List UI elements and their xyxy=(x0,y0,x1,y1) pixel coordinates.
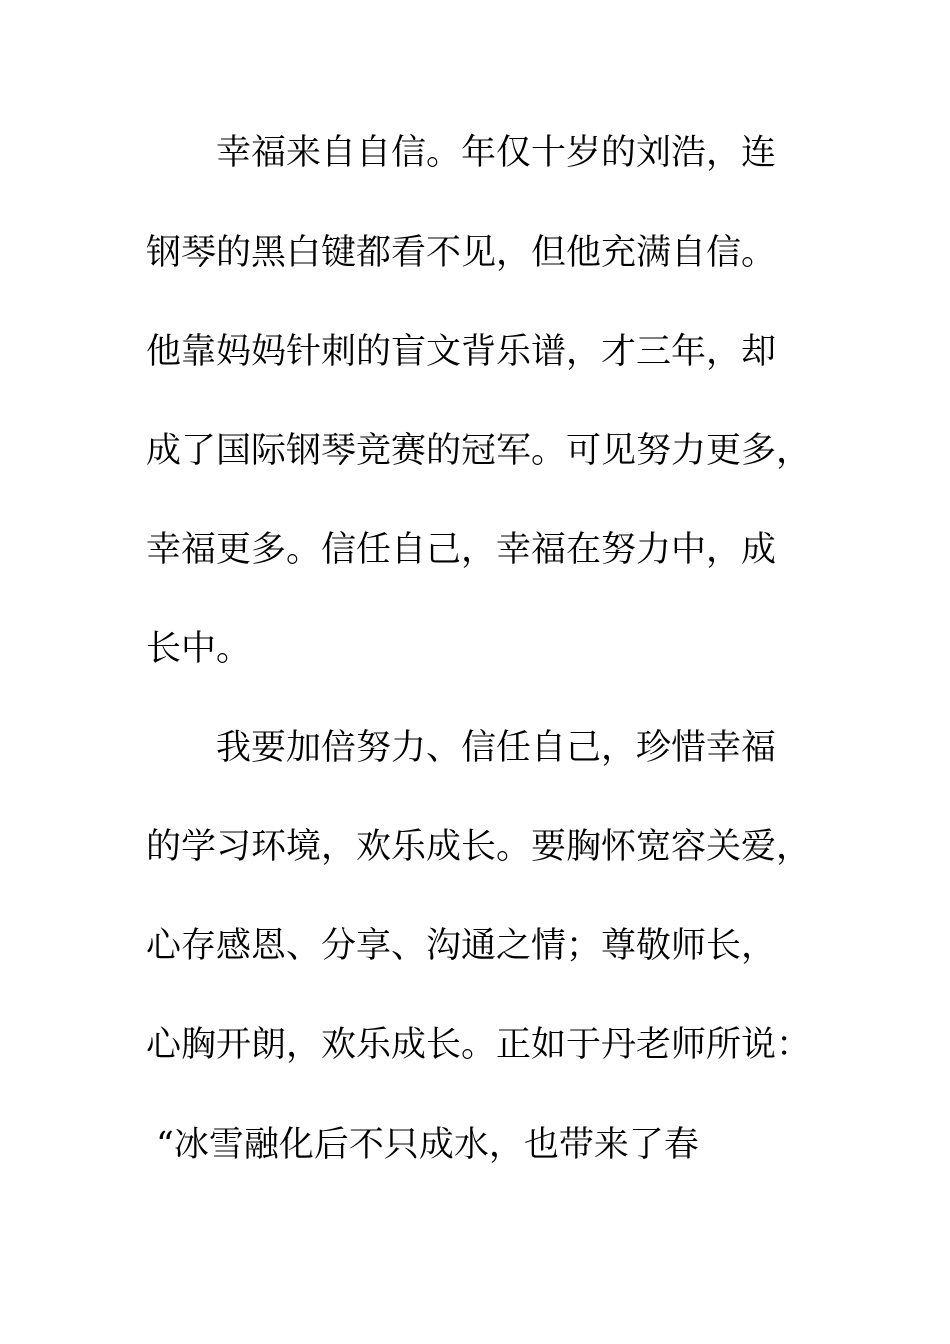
paragraph-1-line-4: 成了国际钢琴竞赛的冠军。可见努力更多， xyxy=(146,431,812,471)
paragraph-1-line-6: 长中。 xyxy=(146,629,252,669)
paragraph-2-line-1: 我要加倍努力、信任自己，珍惜幸福 xyxy=(216,728,777,768)
paragraph-2-line-3: 心存感恩、分享、沟通之情；尊敬师长， xyxy=(146,926,777,966)
paragraph-1-line-3: 他靠妈妈针刺的盲文背乐谱，才三年，却 xyxy=(146,332,777,372)
paragraph-1-line-2: 钢琴的黑白键都看不见，但他充满自信。 xyxy=(146,233,777,273)
paragraph-2-line-5: “冰雪融化后不只成水，也带来了春 xyxy=(156,1125,699,1165)
paragraph-1-line-5: 幸福更多。信任自己，幸福在努力中，成 xyxy=(146,530,777,570)
paragraph-2-line-2: 的学习环境，欢乐成长。要胸怀宽容关爱， xyxy=(146,827,812,867)
paragraph-1-line-1: 幸福来自自信。年仅十岁的刘浩，连 xyxy=(216,133,777,173)
paragraph-2-line-4: 心胸开朗，欢乐成长。正如于丹老师所说： xyxy=(146,1025,812,1065)
